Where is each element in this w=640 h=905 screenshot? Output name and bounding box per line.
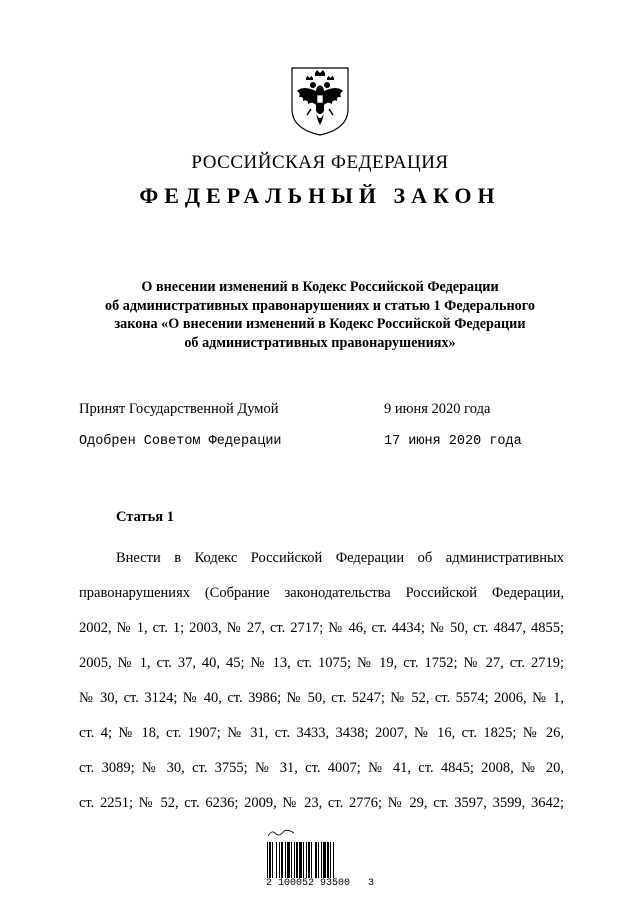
article-text-line: ст. 3089; № 30, ст. 3755; № 31, ст. 4007; № 41, ст. 4845; 2008, № 20, <box>79 760 564 776</box>
duma-adoption-date: 9 июня 2020 года <box>384 401 491 417</box>
article-text-line: 2005, № 1, ст. 37, 40, 45; № 13, ст. 1075; № 19, ст. 1752; № 27, ст. 2719; <box>79 655 564 671</box>
article-text-line: правонарушениях (Собрание законодательства Российской Федерации, <box>79 585 564 601</box>
council-approval-label: Одобрен Советом Федерации <box>79 434 282 449</box>
article-body <box>79 541 564 821</box>
barcode-number: 2 100052 93500 3 <box>265 878 375 889</box>
document-type-heading: ФЕДЕРАЛЬНЫЙ ЗАКОН <box>139 183 501 208</box>
adoption-council-row <box>79 434 559 454</box>
barcode-block <box>262 828 378 890</box>
adoption-duma-row <box>79 401 559 421</box>
article-text-line: ст. 4; № 18, ст. 1907; № 31, ст. 3433, 3438; 2007, № 16, ст. 1825; № 26, <box>79 725 564 741</box>
country-name: РОССИЙСКАЯ ФЕДЕРАЦИЯ <box>191 152 449 173</box>
article-text-line: 2002, № 1, ст. 1; 2003, № 27, ст. 2717; № 46, ст. 4434; № 50, ст. 4847, 4855; <box>79 620 564 636</box>
law-title <box>92 278 548 352</box>
law-title-line: об административных правонарушениях и статью 1 Федерального <box>105 297 535 314</box>
article-text-line: ст. 2251; № 52, ст. 6236; 2009, № 23, ст. 2776; № 29, ст. 3597, 3599, 3642; <box>79 795 564 811</box>
russian-coat-of-arms-icon <box>289 65 351 137</box>
barcode-icon <box>266 842 370 878</box>
law-title-line: об административных правонарушениях» <box>184 334 456 351</box>
council-approval-date: 17 июня 2020 года <box>384 434 522 449</box>
article-text-line: Внести в Кодекс Российской Федерации об административных <box>116 550 564 566</box>
duma-adoption-label: Принят Государственной Думой <box>79 401 279 417</box>
law-title-line: закона «О внесении изменений в Кодекс Российской Федерации <box>114 316 526 332</box>
article-text-line: № 30, ст. 3124; № 40, ст. 3986; № 50, ст. 5247; № 52, ст. 5574; 2006, № 1, <box>79 690 564 706</box>
law-title-line: О внесении изменений в Кодекс Российской Федерации <box>141 279 499 295</box>
signature-mark-icon <box>266 828 296 840</box>
article-heading: Статья 1 <box>116 509 174 525</box>
